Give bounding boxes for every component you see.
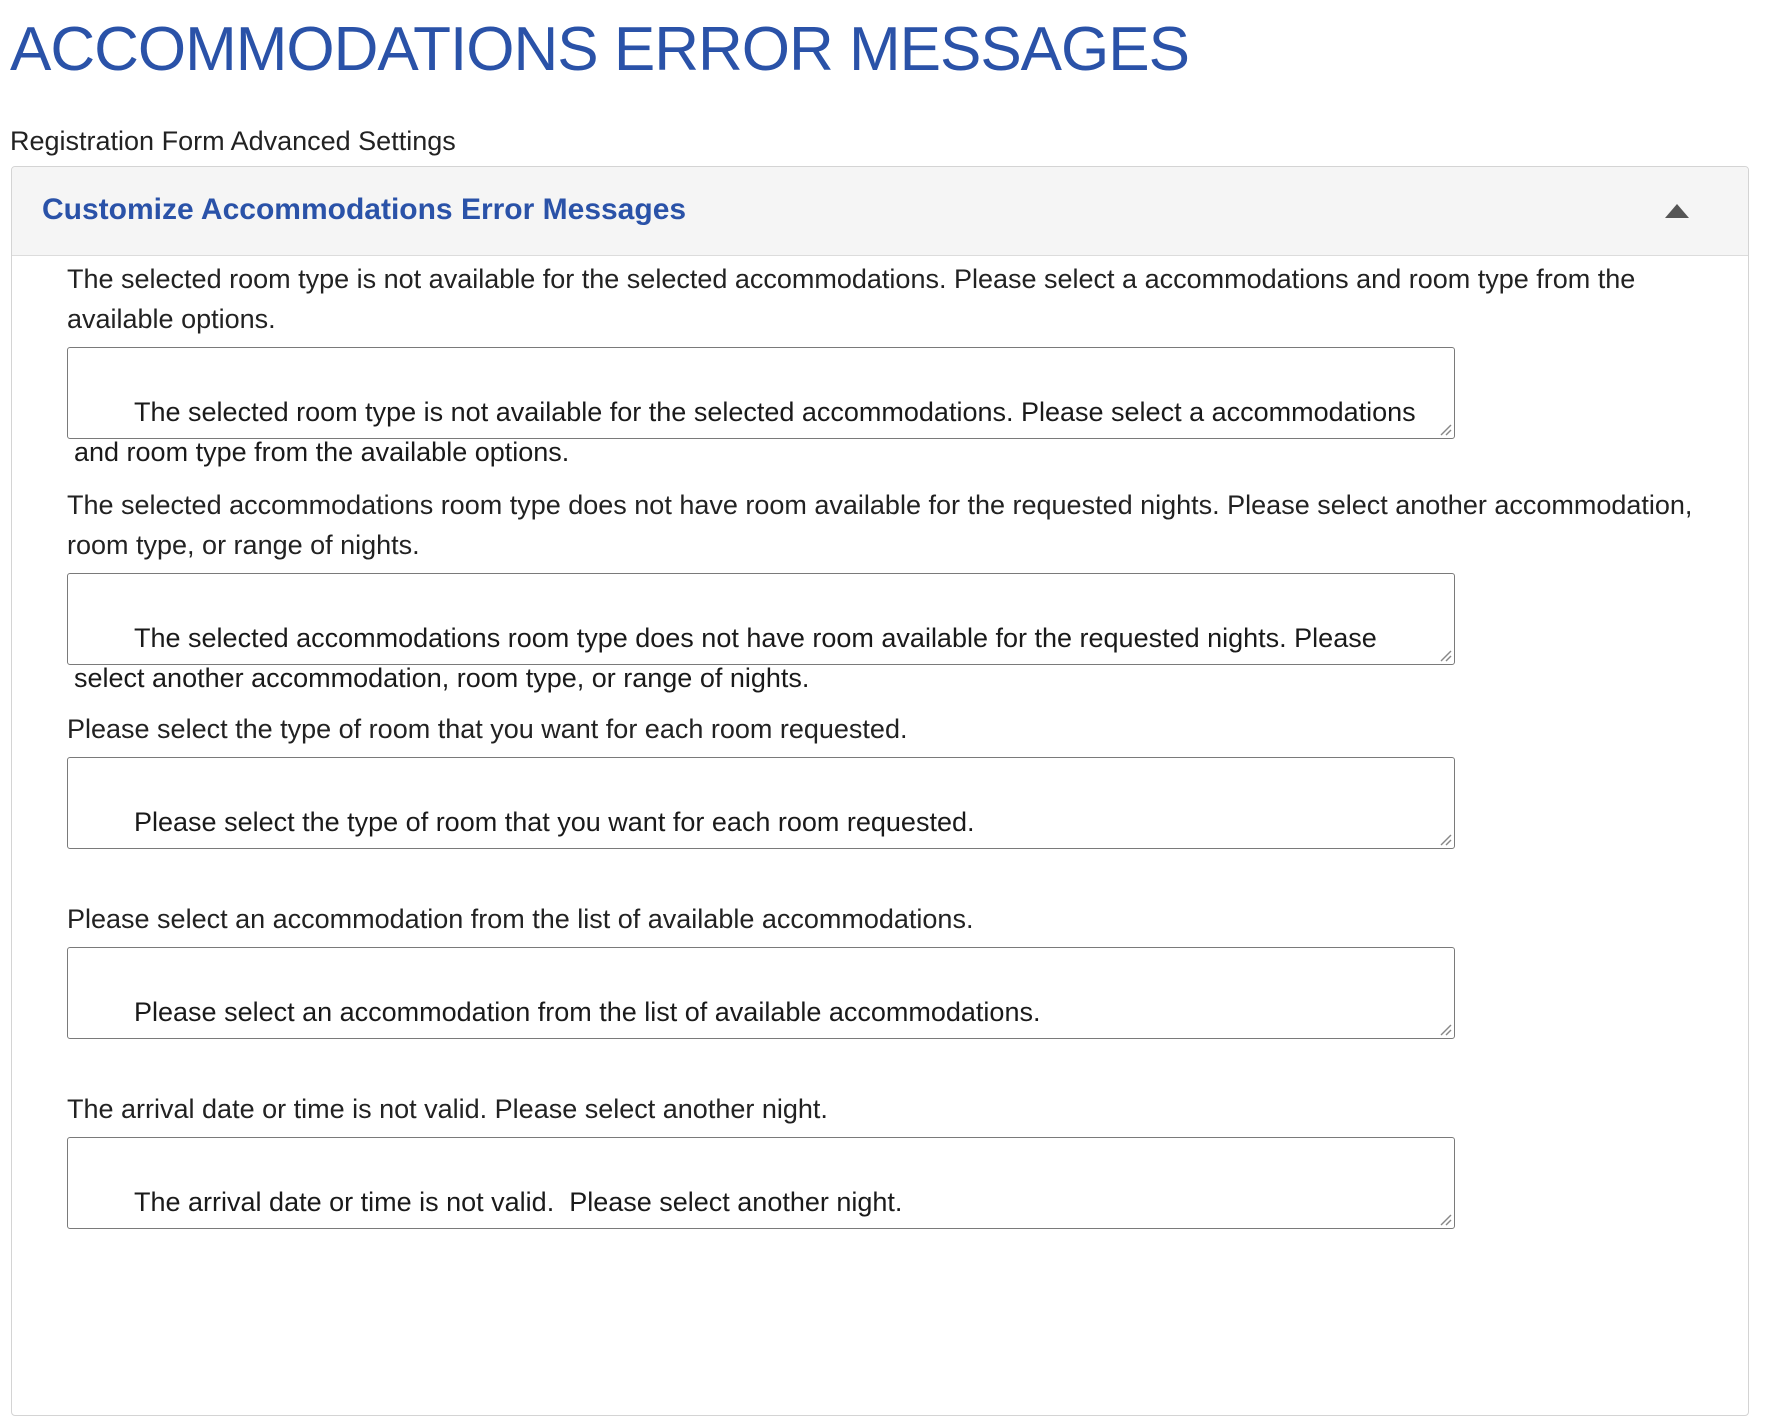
accordion-header[interactable] bbox=[12, 167, 1748, 256]
resize-handle-icon[interactable] bbox=[1438, 648, 1452, 662]
textarea-value: The selected room type is not available for the selected accommodations. Please select a accommodations and room type from the available options. bbox=[74, 397, 1424, 467]
error-message-field-4 bbox=[67, 899, 1717, 1039]
section-label: Registration Form Advanced Settings bbox=[10, 126, 456, 156]
textarea-value: Please select the type of room that you want for each room requested. bbox=[134, 807, 975, 837]
textarea-value: Please select an accommodation from the list of available accommodations. bbox=[134, 997, 1041, 1027]
resize-handle-icon[interactable] bbox=[1438, 1212, 1452, 1226]
textarea-value: The selected accommodations room type does not have room available for the requested nights. Please select another accommodation, room type, or range of nights. bbox=[74, 623, 1385, 693]
field-label: The arrival date or time is not valid. Please select another night. bbox=[67, 1094, 828, 1124]
error-message-field-5 bbox=[67, 1089, 1717, 1229]
error-message-field-3 bbox=[67, 709, 1717, 849]
error-message-textarea-1[interactable] bbox=[67, 347, 1455, 467]
textarea-value: The arrival date or time is not valid. Please select another night. bbox=[134, 1187, 903, 1217]
chevron-up-icon[interactable] bbox=[1664, 203, 1690, 219]
error-message-field-2 bbox=[67, 485, 1717, 693]
accordion-panel bbox=[11, 166, 1749, 1416]
resize-handle-icon[interactable] bbox=[1438, 832, 1452, 846]
resize-handle-icon[interactable] bbox=[1438, 422, 1452, 436]
error-message-textarea-5[interactable] bbox=[67, 1137, 1455, 1229]
field-label: Please select an accommodation from the list of available accommodations. bbox=[67, 904, 974, 934]
resize-handle-icon[interactable] bbox=[1438, 1022, 1452, 1036]
field-label: The selected accommodations room type does not have room available for the requested nights. Please select another accommodation, room type, or range of nights. bbox=[67, 490, 1693, 560]
error-message-textarea-3[interactable] bbox=[67, 757, 1455, 849]
error-message-textarea-2[interactable] bbox=[67, 573, 1455, 693]
field-label: The selected room type is not available for the selected accommodations. Please select a accommodations and room type from the available options. bbox=[67, 264, 1636, 334]
error-message-textarea-4[interactable] bbox=[67, 947, 1455, 1039]
accordion-title: Customize Accommodations Error Messages bbox=[42, 193, 687, 226]
field-label: Please select the type of room that you want for each room requested. bbox=[67, 714, 908, 744]
error-message-field-1 bbox=[67, 259, 1717, 467]
page-title: ACCOMMODATIONS ERROR MESSAGES bbox=[10, 15, 1189, 84]
